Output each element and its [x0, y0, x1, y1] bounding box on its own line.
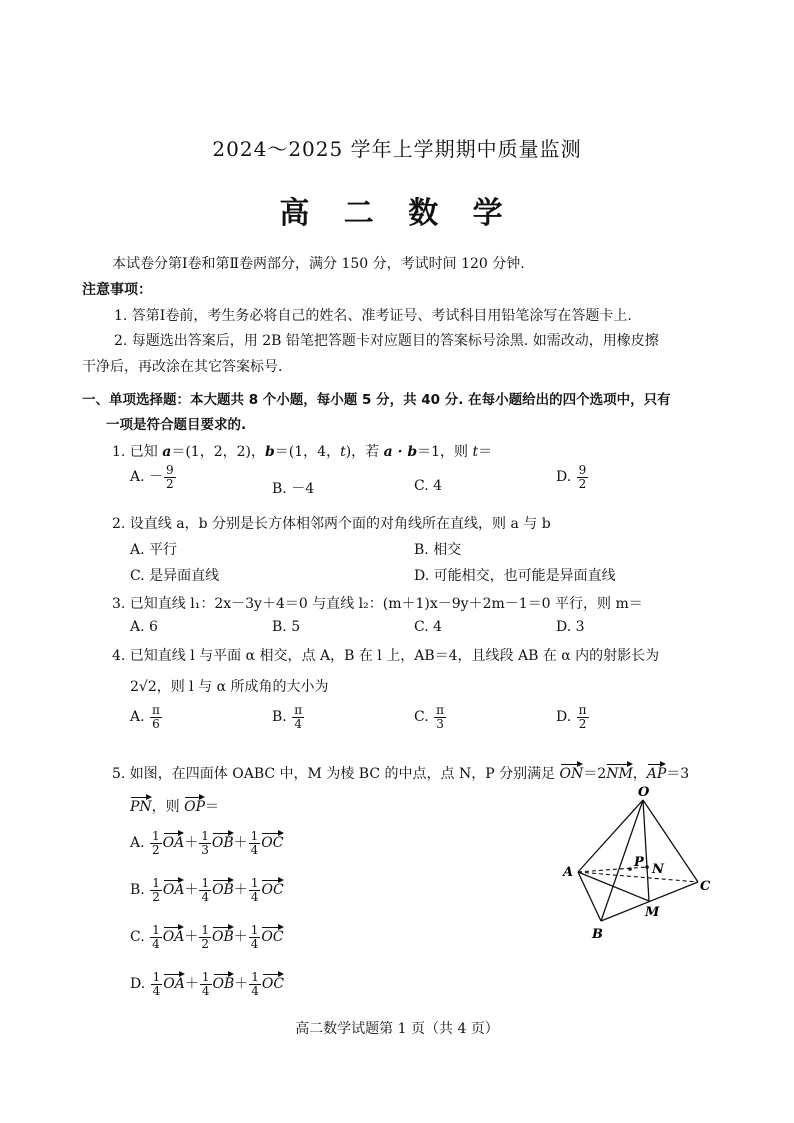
- label-N: N: [652, 862, 664, 877]
- label-M: M: [645, 905, 660, 920]
- q4-option-d: D. $\frac{\pi}{2}$: [556, 703, 587, 731]
- q3-option-b: B. 5: [272, 619, 301, 635]
- q1-option-a: A. － $\frac{9}{2}$: [130, 463, 174, 491]
- question-4-stem-cont: 2√2，则 l 与 α 所成角的大小为: [130, 679, 329, 695]
- section-heading: 一、单项选择题：本大题共 8 个小题，每小题 5 分，共 40 分. 在每小题给出的四个选项中，只有: [82, 392, 671, 408]
- label-P: P: [634, 855, 644, 870]
- q2-option-a: A. 平行: [130, 542, 178, 558]
- q1-option-c: C. 4: [414, 478, 443, 494]
- label-O: O: [638, 785, 650, 800]
- q5-option-d: D. $\frac{1}{4}$ OA＋ $\frac{1}{4}$ OB＋ $\frac{1}{4}$ OC: [130, 970, 285, 998]
- question-5-stem-cont: PN，则 OP＝: [130, 799, 220, 815]
- segment-AM: [578, 872, 649, 901]
- question-2-stem: 2. 设直线 a，b 分别是长方体相邻两个面的对角线所在直线，则 a 与 b: [112, 516, 551, 532]
- q4-option-b: B. $\frac{\pi}{4}$: [272, 703, 303, 731]
- note-1: 1. 答第Ⅰ卷前，考生务必将自己的姓名、准考证号、考试科目用铅笔涂写在答题卡上.: [114, 308, 632, 324]
- q1-option-d: D. $\frac{9}{2}$: [556, 463, 587, 491]
- q2-option-d: D. 可能相交，也可能是异面直线: [414, 568, 616, 584]
- q4-option-a: A. $\frac{\pi}{6}$: [130, 703, 160, 731]
- question-5-stem: 5. 如图，在四面体 OABC 中，M 为棱 BC 的中点，点 N，P 分别满足 ON＝2NM，AP＝3: [112, 766, 690, 782]
- q4-option-c: C. $\frac{\pi}{3}$: [414, 703, 445, 731]
- question-4-stem: 4. 已知直线 l 与平面 α 相交，点 A，B 在 l 上，AB＝4，且线段 AB 在 α 内的射影长为: [112, 648, 660, 664]
- point-N: [645, 865, 649, 869]
- label-B: B: [592, 927, 603, 942]
- edge-AC-hidden: [578, 872, 698, 882]
- q3-option-c: C. 4: [414, 619, 443, 635]
- q5-option-b: B. $\frac{1}{2}$ OA＋ $\frac{1}{4}$ OB＋ $\frac{1}{4}$ OC: [130, 876, 284, 904]
- label-C: C: [700, 879, 711, 894]
- exam-title: 2024～2025 学年上学期期中质量监测: [212, 137, 582, 161]
- q2-option-b: B. 相交: [414, 542, 462, 558]
- page-footer: 高二数学试题第 1 页（共 4 页）: [295, 1021, 499, 1037]
- note-2-cont: 干净后，再改涂在其它答案标号.: [82, 359, 283, 375]
- q2-option-c: C. 是异面直线: [130, 568, 220, 584]
- segment-OM: [643, 800, 649, 901]
- q5-option-c: C. $\frac{1}{4}$ OA＋ $\frac{1}{2}$ OB＋ $\frac{1}{4}$ OC: [130, 923, 284, 951]
- question-3-stem: 3. 已知直线 l₁：2x－3y＋4＝0 与直线 l₂：(m＋1)x－9y＋2m－1＝0 平行，则 m＝: [112, 596, 643, 612]
- intro-text: 本试卷分第Ⅰ卷和第Ⅱ卷两部分，满分 150 分，考试时间 120 分钟.: [112, 256, 525, 272]
- q5-option-a: A. $\frac{1}{2}$ OA＋ $\frac{1}{3}$ OB＋ $\frac{1}{4}$ OC: [130, 829, 284, 857]
- question-1-stem: 1. 已知 a＝(1，2，2)，b＝(1，4，t)，若 a · b＝1，则 t＝: [112, 444, 493, 460]
- notes-title: 注意事项：: [82, 282, 152, 298]
- point-P: [628, 867, 632, 871]
- section-heading-cont: 一项是符合题目要求的.: [106, 417, 247, 433]
- q1-option-b: B. －4: [272, 481, 315, 497]
- subject-title: 高 二 数 学: [279, 196, 515, 231]
- note-2: 2. 每题选出答案后，用 2B 铅笔把答题卡对应题目的答案标号涂黑. 如需改动，用橡皮擦: [114, 333, 659, 349]
- q3-option-a: A. 6: [130, 619, 158, 635]
- label-A: A: [563, 865, 574, 880]
- q3-option-d: D. 3: [556, 619, 585, 635]
- tetrahedron-figure: [555, 780, 725, 945]
